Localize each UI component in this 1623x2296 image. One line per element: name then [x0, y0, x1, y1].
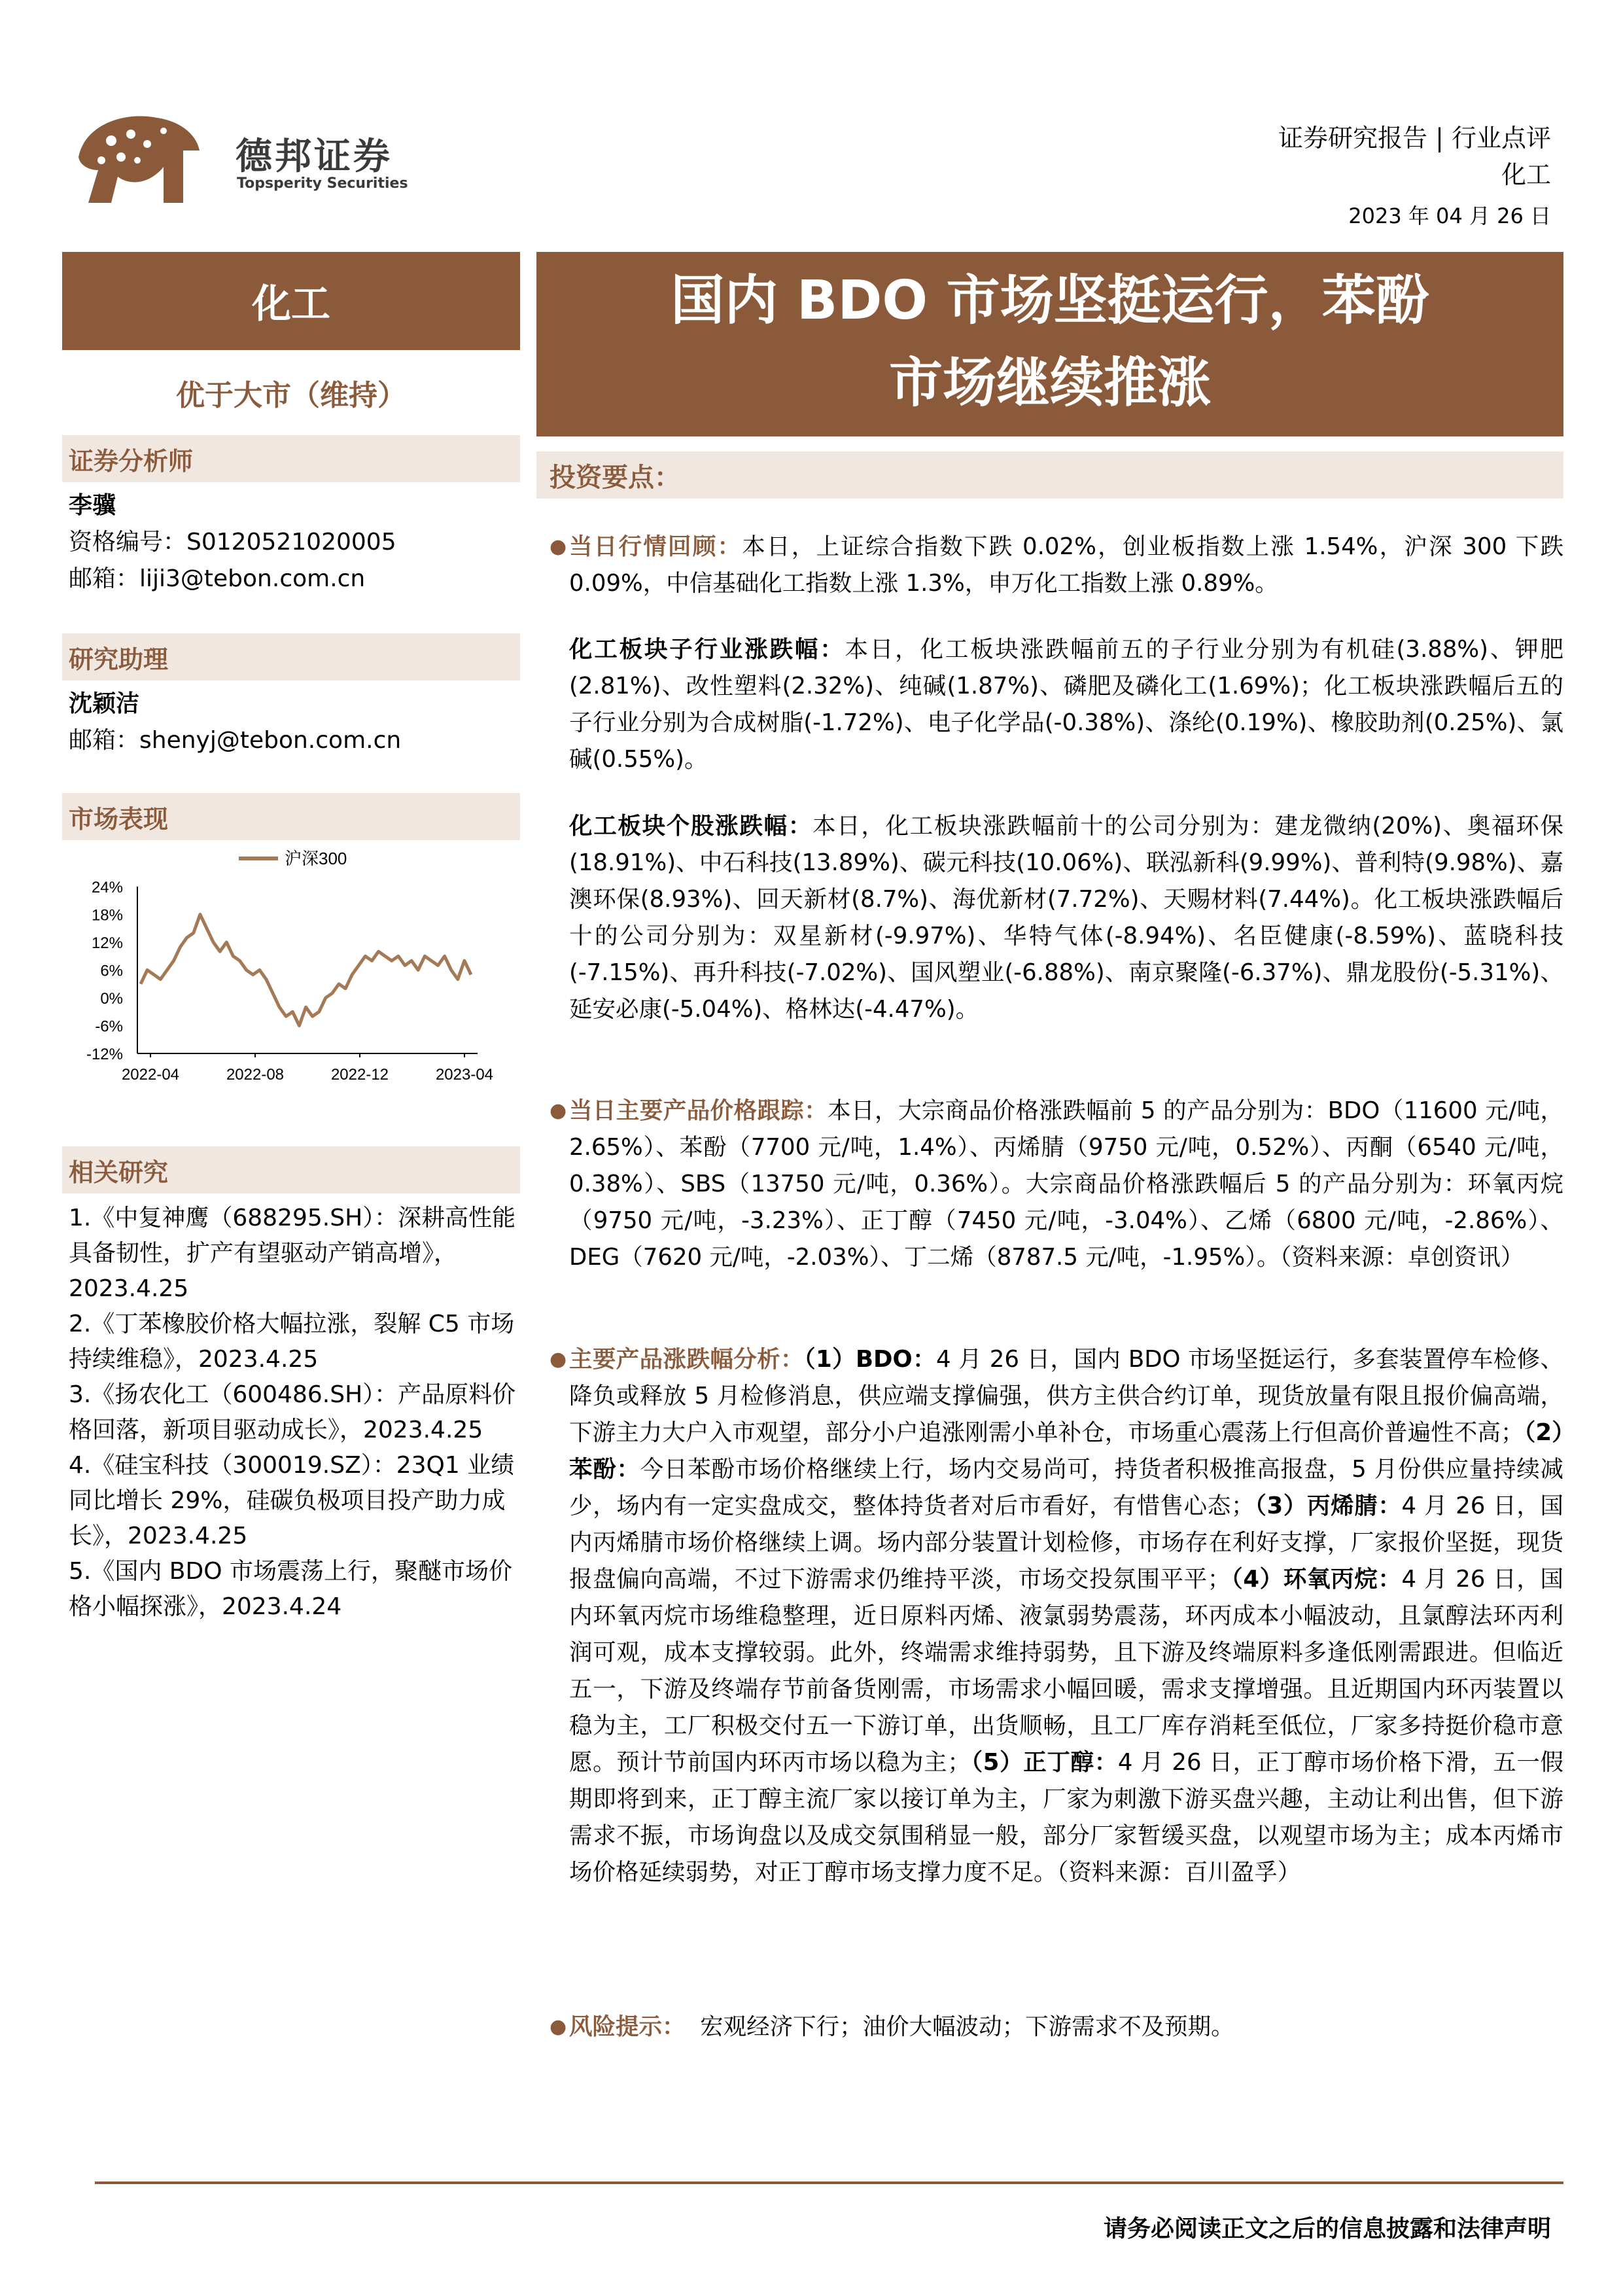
paragraph-risk	[550, 2009, 1563, 2045]
bullet-icon: ●	[550, 535, 567, 558]
paragraph-text: 本日，上证综合指数下跌 0.02%，创业板指数上涨 1.54%，沪深 300 下跌 0.09%，中信基础化工指数上涨 1.3%，申万化工指数上涨 0.89%。	[569, 533, 1563, 597]
analyst-info	[69, 487, 520, 597]
related-item[interactable]: 5.《国内 BDO 市场震荡上行，聚醚市场价格小幅探涨》，2023.4.24	[69, 1558, 512, 1620]
y-tick-label: 24%	[91, 879, 123, 896]
paragraph-price-tracking	[550, 1093, 1563, 1276]
brand-name-cn: 德邦证券	[236, 135, 393, 178]
y-tick-label: 12%	[91, 934, 123, 952]
bullet-icon: ●	[550, 1348, 567, 1371]
related-item[interactable]: 1.《中复神鹰（688295.SH）：深耕高性能具备韧性，扩产有望驱动产销高增》，2023.4.25	[69, 1205, 516, 1302]
footer-divider	[95, 2181, 1563, 2184]
related-research-list	[69, 1201, 520, 1625]
analyst-heading: 证券分析师	[62, 435, 520, 482]
related-heading: 相关研究	[62, 1146, 520, 1193]
x-tick-label: 2022-04	[121, 1066, 180, 1084]
sub-text-propylene-oxide: 4 月 26 日，国内环氧丙烷市场维稳整理，近日原料丙烯、液氯弱势震荡，环丙成本小幅波动，且氯醇法环丙利润可观，成本支撑较弱。此外，终端需求维持弱势，且下游及终端原料多逢低刚需跟进。但临近五一，下游及终端存节前备货刚需，市场需求小幅回暖，需求支撑增强。且近期国内环丙装置以稳为主，工厂积极交付五一下游订单，出货顺畅，且工厂库存消耗至低位，厂家多持挺价稳市意愿。预计节前国内环丙市场以稳为主；	[569, 1566, 1563, 1776]
x-tick-label: 2022-12	[330, 1066, 389, 1084]
sub-label-butanol: （5）正丁醇：	[970, 1749, 1118, 1776]
market-performance-chart	[62, 831, 520, 1106]
footer-disclaimer: 请务必阅读正文之后的信息披露和法律声明	[1103, 2215, 1551, 2242]
paragraph-subsector	[569, 631, 1563, 778]
sub-text-butanol: 4 月 26 日，正丁醇市场价格下滑，五一假期即将到来，正丁醇主流厂家以接订单为主，厂家为刺激下游买盘兴趣，主动让利出售，但下游需求不振，市场询盘以及成交氛围稍显一般，部分厂家暂缓买盘，以观望市场为主；成本丙烯市场价格延续弱势，对正丁醇市场支撑力度不足。（资料来源：百川盈孚）	[569, 1749, 1563, 1886]
assistant-heading: 研究助理	[62, 633, 520, 680]
y-tick-label: -12%	[86, 1046, 123, 1063]
title-line-1: 国内 BDO 市场坚挺运行，苯酚	[671, 270, 1429, 332]
paragraph-text: 本日，化工板块涨跌幅前五的子行业分别为有机硅(3.88%)、钾肥(2.81%)、改性塑料(2.32%)、纯碱(1.87%)、磷肥及磷化工(1.69%)；化工板块涨跌幅后五的子行业分别为合成树脂(-1.72%)、电子化学品(-0.38%)、涤纶(0.19%)、橡胶助剂(0.25%)、氯碱(0.55%)。	[569, 636, 1563, 773]
x-tick-label: 2022-08	[226, 1066, 285, 1084]
sector-label: 化工	[252, 281, 330, 327]
title-line-2: 市场继续推涨	[888, 352, 1211, 414]
paragraph-label: 化工板块个股涨跌幅：	[569, 813, 812, 839]
report-title	[536, 252, 1563, 436]
paragraph-market-review	[550, 529, 1563, 602]
sub-text-bdo: 4 月 26 日，国内 BDO 市场坚挺运行，多套装置停车检修、降负或释放 5 月检修消息，供应端支撑偏强，供方主供合约订单，现货放量有限且报价偏高端，下游主力大户入市观望，部分小户追涨刚需小单补仓，市场重心震荡上行但高价普遍性不高；	[569, 1346, 1563, 1446]
paragraph-label: 主要产品涨跌幅分析：	[569, 1346, 804, 1373]
paragraph-text: 本日，化工板块涨跌幅前十的公司分别为：建龙微纳(20%)、奥福环保(18.91%)、中石科技(13.89%)、碳元科技(10.06%)、联泓新科(9.99%)、普利特(9.98%)、嘉澳环保(8.93%)、回天新材(8.7%)、海优新材(7.72%)、天赐材料(7.44%)。化工板块涨跌幅后十的公司分别为：双星新材(-9.97%)、华特气体(-8.94%)、名臣健康(-8.59%)、蓝晓科技(-7.15%)、再升科技(-7.02%)、国风塑业(-6.88%)、南京聚隆(-6.37%)、鼎龙股份(-5.31%)、延安必康(-5.04%)、格林达(-4.47%)。	[569, 813, 1563, 1023]
sub-label-phenol: （2）苯酚：	[569, 1419, 1563, 1483]
paragraph-text: 宏观经济下行；油价大幅波动；下游需求不及预期。	[700, 2013, 1234, 2040]
company-logo	[72, 105, 203, 209]
y-tick-label: 18%	[91, 906, 123, 925]
leopard-logo-icon	[72, 105, 203, 209]
related-item[interactable]: 3.《扬农化工（600486.SH）：产品原料价格回落，新项目驱动成长》，2023.4.25	[69, 1381, 516, 1443]
analyst-cert: 资格编号：S0120521020005	[69, 529, 396, 556]
sub-text-phenol: 今日苯酚市场价格继续上行，场内交易尚可，持货者积极推高报盘，5 月份供应量持续减少，场内有一定实盘成交，整体持货者对后市看好，有惜售心态；	[569, 1456, 1563, 1519]
brand-name-en: Topsperity Securities	[237, 175, 408, 192]
sub-label-acrylonitrile: （3）丙烯腈：	[1254, 1492, 1402, 1519]
analyst-name: 李骥	[69, 492, 116, 519]
x-tick-label: 2023-04	[435, 1066, 494, 1084]
related-item[interactable]: 4.《硅宝科技（300019.SZ）：23Q1 业绩同比增长 29%，硅碳负极项目投产助力成长》，2023.4.25	[69, 1452, 515, 1549]
paragraph-text: 本日，大宗商品价格涨跌幅前 5 的产品分别为：BDO（11600 元/吨，2.65%）、苯酚（7700 元/吨，1.4%）、丙烯腈（9750 元/吨，0.52%）、丙酮（6540 元/吨，0.38%）、SBS（13750 元/吨，0.36%）。大宗商品价格涨跌幅后 5 的产品分别为：环氧丙烷（9750 元/吨，-3.23%）、正丁醇（7450 元/吨，-3.04%）、乙烯（6800 元/吨，-2.86%）、DEG（7620 元/吨，-2.03%）、丁二烯（8787.5 元/吨，-1.95%）。（资料来源：卓创资讯）	[569, 1097, 1563, 1271]
report-sector: 化工	[1501, 160, 1551, 189]
sector-label-box	[62, 252, 520, 350]
line-chart	[62, 831, 520, 1106]
bullet-icon: ●	[550, 2015, 567, 2038]
paragraph-label: 当日行情回顾：	[569, 533, 742, 560]
y-tick-label: -6%	[95, 1017, 123, 1036]
y-tick-label: 6%	[100, 962, 123, 980]
paragraph-label: 化工板块子行业涨跌幅：	[569, 636, 845, 663]
assistant-name: 沈颖洁	[69, 690, 140, 717]
sub-label-propylene-oxide: （4）环氧丙烷：	[1230, 1566, 1402, 1593]
paragraph-product-analysis	[550, 1341, 1563, 1891]
series-line-hs300	[141, 915, 471, 1026]
report-date: 2023 年 04 月 26 日	[1348, 203, 1551, 228]
y-tick-label: 0%	[100, 990, 123, 1008]
sub-text-acrylonitrile: 4 月 26 日，国内丙烯腈市场价格继续上调。场内部分装置计划检修，市场存在利好支撑，厂家报价坚挺，现货报盘偏向高端，不过下游需求仍维持平淡，市场交投氛围平平；	[569, 1492, 1563, 1593]
summary-heading: 投资要点：	[536, 451, 1563, 499]
rating-label: 优于大市（维持）	[176, 379, 406, 412]
sub-label-bdo: （1）BDO：	[803, 1346, 936, 1373]
legend-label: 沪深300	[285, 849, 347, 868]
report-type: 证券研究报告 | 行业点评	[1278, 124, 1551, 152]
market-heading: 市场表现	[62, 793, 520, 840]
related-item[interactable]: 2.《丁苯橡胶价格大幅拉涨，裂解 C5 市场持续维稳》，2023.4.25	[69, 1311, 515, 1373]
paragraph-label: 当日主要产品价格跟踪：	[569, 1097, 828, 1124]
paragraph-stocks	[569, 808, 1563, 1028]
assistant-email: 邮箱：shenyj@tebon.com.cn	[69, 727, 402, 754]
bullet-icon: ●	[550, 1099, 567, 1122]
analyst-email: 邮箱：liji3@tebon.com.cn	[69, 565, 366, 592]
assistant-info	[69, 686, 520, 759]
paragraph-label: 风险提示：	[569, 2013, 686, 2040]
